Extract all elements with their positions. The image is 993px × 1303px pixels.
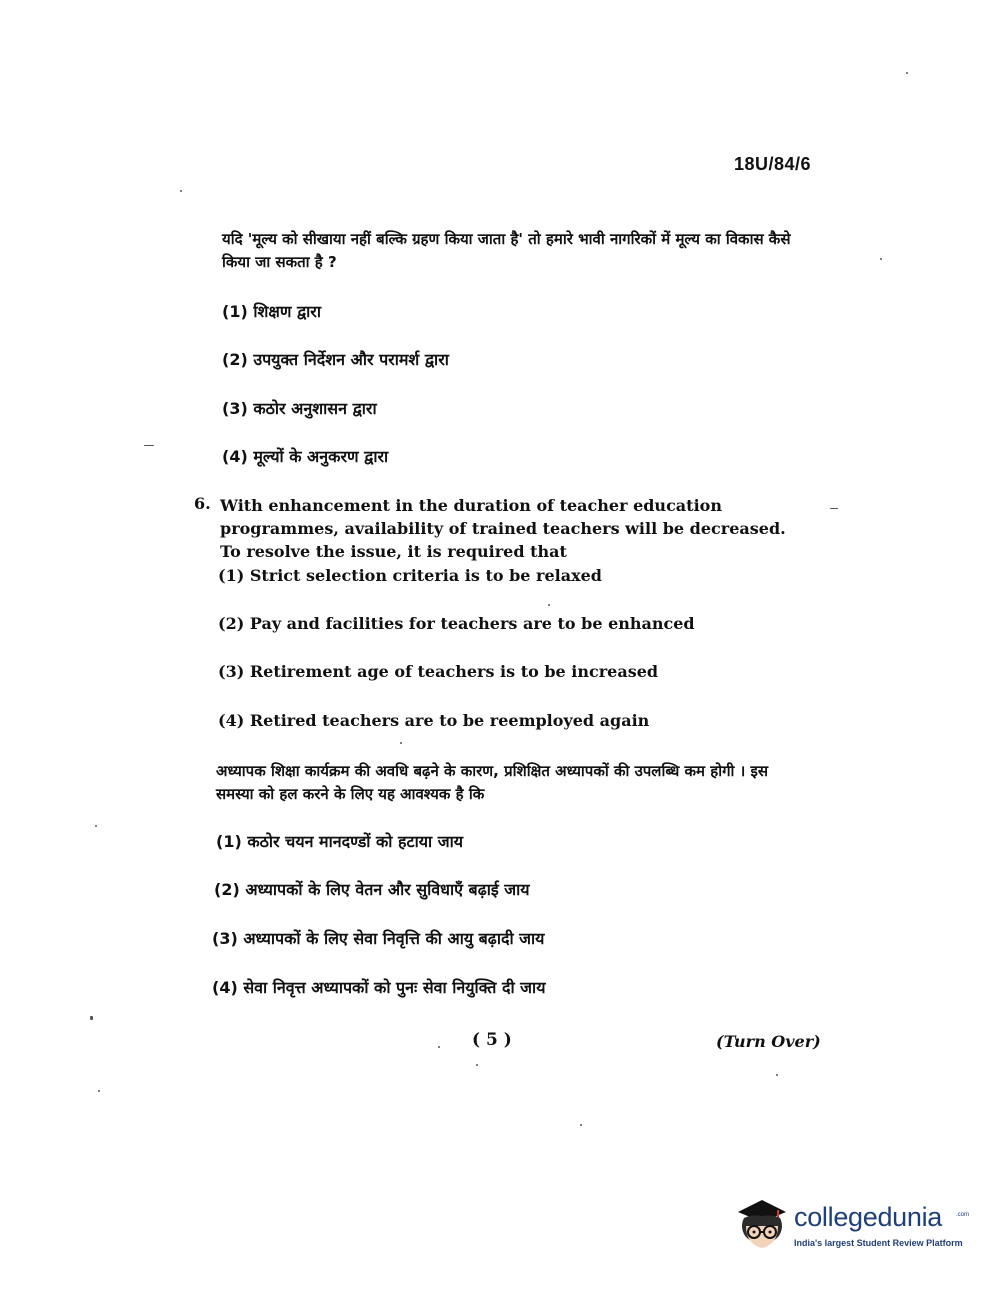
q6-stem: With enhancement in the duration of teacher education programmes, availability of trained teachers will be decreased. To resolve the issue, it is required that (220, 496, 786, 561)
scan-speck (476, 1064, 478, 1066)
scan-speck (180, 190, 182, 192)
q6-hindi-stem: अध्यापक शिक्षा कार्यक्रम की अवधि बढ़ने के कारण, प्रशिक्षित अध्यापकों की उपलब्धि कम होगी । इस समस्या को हल करने के लिए यह आवश्यक है कि (216, 762, 769, 803)
q5-hindi-option-3: (3) कठोर अनुशासन द्वारा (222, 399, 377, 418)
brand-name: collegedunia (794, 1202, 943, 1232)
scan-speck (144, 445, 154, 446)
scan-speck (906, 72, 908, 74)
q5-hindi-option-4: (4) मूल्यों के अनुकरण द्वारा (222, 447, 389, 466)
q5-hindi-option-1: (1) शिक्षण द्वारा (222, 302, 321, 321)
q6-hindi-option-4: (4) सेवा निवृत्त अध्यापकों को पुनः सेवा नियुक्ति दी जाय (212, 978, 546, 997)
page-number: ( 5 ) (472, 1030, 512, 1050)
q6-option-2: (2) Pay and facilities for teachers are to be enhanced (218, 614, 695, 633)
scan-speck (776, 1074, 778, 1076)
q6-option-3: (3) Retirement age of teachers is to be increased (218, 662, 659, 681)
scan-speck (548, 604, 550, 606)
scan-speck (98, 1090, 100, 1092)
q6-number: 6. (194, 494, 211, 513)
q6-hindi-option-3: (3) अध्यापकों के लिए सेवा निवृत्ति की आयु बढ़ादी जाय (212, 929, 545, 948)
q6-option-4: (4) Retired teachers are to be reemployed again (218, 711, 650, 730)
q6-option-1: (1) Strict selection criteria is to be relaxed (218, 566, 602, 585)
q6-hindi-option-2: (2) अध्यापकों के लिए वेतन और सुविधाएँ बढ़ाई जाय (214, 880, 530, 899)
q6-hindi-option-1: (1) कठोर चयन मानदण्डों को हटाया जाय (216, 832, 464, 851)
brand-tagline: India's largest Student Review Platform (794, 1238, 963, 1248)
scan-speck (400, 742, 402, 744)
q5-hindi-option-2: (2) उपयुक्त निर्देशन और परामर्श द्वारा (222, 350, 449, 369)
brand-domain-suffix: .com (956, 1212, 970, 1218)
turn-over-label: (Turn Over) (716, 1032, 821, 1051)
student-mascot-icon (732, 1196, 792, 1258)
q5-hindi-stem: यदि 'मूल्य को सीखाया नहीं बल्कि ग्रहण किया जाता है' तो हमारे भावी नागरिकों में मूल्य का विकास कैसे किया जा सकता है ? (222, 230, 791, 271)
scan-speck (880, 258, 882, 260)
scan-speck (95, 825, 97, 827)
scan-speck (90, 1016, 93, 1020)
collegedunia-watermark (732, 1196, 972, 1260)
scan-speck (438, 1046, 440, 1048)
scan-speck (830, 508, 838, 509)
scan-speck (580, 1124, 582, 1126)
paper-code: 18U/84/6 (733, 154, 811, 174)
